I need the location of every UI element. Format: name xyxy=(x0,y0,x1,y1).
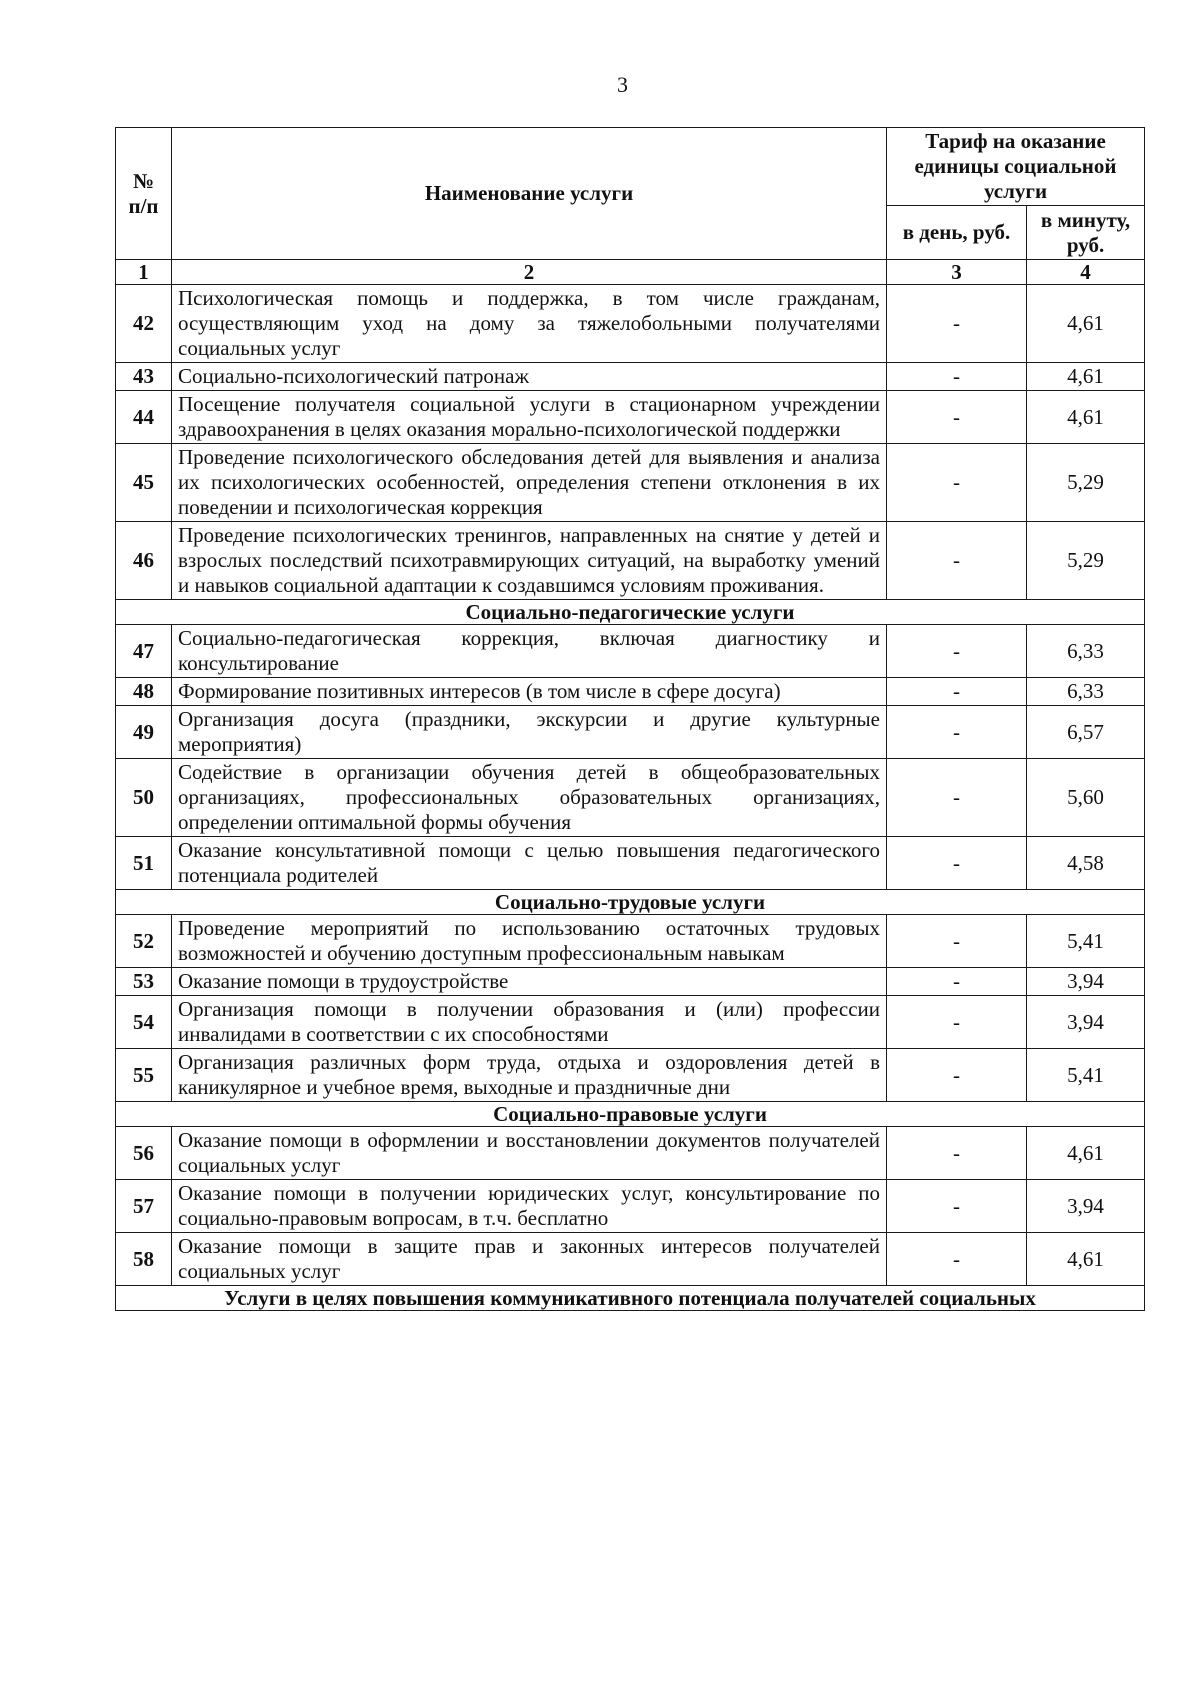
service-name: Содействие в организации обучения детей в общеобразовательных организациях, профессиональных образовательных организациях, определении оптимальной формы обучения xyxy=(172,759,887,837)
tariff-per-day: - xyxy=(887,444,1027,522)
tariff-per-day: - xyxy=(887,285,1027,363)
header-tariff: Тариф на оказание единицы социальной услуги xyxy=(887,128,1145,206)
service-name: Организация досуга (праздники, экскурсии и другие культурные мероприятия) xyxy=(172,706,887,759)
table-row xyxy=(116,968,1145,996)
table-row xyxy=(116,1049,1145,1102)
tariff-per-day: - xyxy=(887,706,1027,759)
tariff-per-day: - xyxy=(887,996,1027,1049)
page-number: 3 xyxy=(617,72,628,97)
service-name: Формирование позитивных интересов (в том числе в сфере досуга) xyxy=(172,678,887,706)
tariff-per-minute: 4,61 xyxy=(1027,363,1145,391)
tariff-per-day: - xyxy=(887,759,1027,837)
table-row xyxy=(116,1127,1145,1180)
tariff-per-minute: 4,61 xyxy=(1027,285,1145,363)
row-number: 43 xyxy=(116,363,172,391)
table-row xyxy=(116,706,1145,759)
tariff-per-day: - xyxy=(887,915,1027,968)
row-number: 50 xyxy=(116,759,172,837)
tariff-per-minute: 4,61 xyxy=(1027,391,1145,444)
row-number: 55 xyxy=(116,1049,172,1102)
table-row xyxy=(116,444,1145,522)
header-name: Наименование услуги xyxy=(172,128,887,260)
service-name: Проведение мероприятий по использованию остаточных трудовых возможностей и обучению доступным профессиональным навыкам xyxy=(172,915,887,968)
row-number: 45 xyxy=(116,444,172,522)
row-number: 49 xyxy=(116,706,172,759)
table-row xyxy=(116,678,1145,706)
tariff-per-minute: 4,61 xyxy=(1027,1127,1145,1180)
tariff-per-day: - xyxy=(887,1233,1027,1286)
service-name: Посещение получателя социальной услуги в стационарном учреждении здравоохранения в целях оказания морально-психологической поддержки xyxy=(172,391,887,444)
table-row xyxy=(116,625,1145,678)
row-number: 57 xyxy=(116,1180,172,1233)
header-per-minute: в минуту, руб. xyxy=(1027,206,1145,260)
tariff-per-minute: 6,33 xyxy=(1027,678,1145,706)
section-title: Социально-трудовые услуги xyxy=(116,890,1145,915)
section-header-row xyxy=(116,890,1145,915)
section-header-row xyxy=(116,600,1145,625)
service-name: Организация помощи в получении образования и (или) профессии инвалидами в соответствии с их способностями xyxy=(172,996,887,1049)
service-name: Оказание помощи в получении юридических услуг, консультирование по социально-правовым вопросам, в т.ч. бесплатно xyxy=(172,1180,887,1233)
section-title: Услуги в целях повышения коммуникативного потенциала получателей социальных xyxy=(116,1286,1145,1311)
column-number: 2 xyxy=(172,260,887,285)
column-number: 4 xyxy=(1027,260,1145,285)
service-name: Психологическая помощь и поддержка, в том числе гражданам, осуществляющим уход на дому за тяжелобольными получателями социальных услуг xyxy=(172,285,887,363)
service-name: Оказание помощи в защите прав и законных интересов получателей социальных услуг xyxy=(172,1233,887,1286)
table-row xyxy=(116,915,1145,968)
row-number: 58 xyxy=(116,1233,172,1286)
table-row xyxy=(116,391,1145,444)
header-per-day: в день, руб. xyxy=(887,206,1027,260)
tariff-per-minute: 4,61 xyxy=(1027,1233,1145,1286)
service-name: Организация различных форм труда, отдыха и оздоровления детей в каникулярное и учебное время, выходные и праздничные дни xyxy=(172,1049,887,1102)
service-name: Социально-психологический патронаж xyxy=(172,363,887,391)
table-row xyxy=(116,1180,1145,1233)
tariff-per-minute: 5,41 xyxy=(1027,915,1145,968)
tariff-per-day: - xyxy=(887,1127,1027,1180)
tariff-per-minute: 5,29 xyxy=(1027,444,1145,522)
section-title: Социально-педагогические услуги xyxy=(116,600,1145,625)
section-header-row xyxy=(116,1102,1145,1127)
tariff-per-minute: 5,29 xyxy=(1027,522,1145,600)
tariff-per-day: - xyxy=(887,522,1027,600)
row-number: 54 xyxy=(116,996,172,1049)
section-header-row xyxy=(116,1286,1145,1311)
table-row xyxy=(116,837,1145,890)
column-number: 3 xyxy=(887,260,1027,285)
table-row xyxy=(116,522,1145,600)
tariff-per-day: - xyxy=(887,391,1027,444)
table-row xyxy=(116,1233,1145,1286)
row-number: 53 xyxy=(116,968,172,996)
row-number: 44 xyxy=(116,391,172,444)
tariff-per-minute: 3,94 xyxy=(1027,1180,1145,1233)
table-row xyxy=(116,363,1145,391)
row-number: 48 xyxy=(116,678,172,706)
table-row xyxy=(116,759,1145,837)
table-body xyxy=(116,285,1145,1311)
tariff-per-minute: 5,60 xyxy=(1027,759,1145,837)
tariff-per-day: - xyxy=(887,363,1027,391)
tariff-per-day: - xyxy=(887,625,1027,678)
table-row xyxy=(116,996,1145,1049)
row-number: 56 xyxy=(116,1127,172,1180)
header-num: № п/п xyxy=(116,128,172,260)
tariff-per-minute: 3,94 xyxy=(1027,968,1145,996)
section-title: Социально-правовые услуги xyxy=(116,1102,1145,1127)
row-number: 42 xyxy=(116,285,172,363)
service-name: Проведение психологического обследования детей для выявления и анализа их психологических особенностей, определения степени отклонения в их поведении и психологическая коррекция xyxy=(172,444,887,522)
tariff-per-minute: 6,57 xyxy=(1027,706,1145,759)
tariff-per-minute: 4,58 xyxy=(1027,837,1145,890)
tariff-table xyxy=(115,127,1145,1311)
row-number: 47 xyxy=(116,625,172,678)
column-numbers-row xyxy=(116,260,1145,285)
tariff-per-minute: 6,33 xyxy=(1027,625,1145,678)
row-number: 51 xyxy=(116,837,172,890)
service-name: Оказание консультативной помощи с целью повышения педагогического потенциала родителей xyxy=(172,837,887,890)
column-number: 1 xyxy=(116,260,172,285)
table-header xyxy=(116,128,1145,285)
service-name: Проведение психологических тренингов, направленных на снятие у детей и взрослых последствий психотравмирующих ситуаций, на выработку умений и навыков социальной адаптации к создавшимся условиям проживания. xyxy=(172,522,887,600)
tariff-per-minute: 5,41 xyxy=(1027,1049,1145,1102)
tariff-per-day: - xyxy=(887,837,1027,890)
row-number: 46 xyxy=(116,522,172,600)
tariff-per-day: - xyxy=(887,1049,1027,1102)
service-name: Оказание помощи в трудоустройстве xyxy=(172,968,887,996)
service-name: Социально-педагогическая коррекция, включая диагностику и консультирование xyxy=(172,625,887,678)
service-name: Оказание помощи в оформлении и восстановлении документов получателей социальных услуг xyxy=(172,1127,887,1180)
table-row xyxy=(116,285,1145,363)
tariff-per-day: - xyxy=(887,678,1027,706)
row-number: 52 xyxy=(116,915,172,968)
tariff-per-day: - xyxy=(887,1180,1027,1233)
tariff-per-minute: 3,94 xyxy=(1027,996,1145,1049)
tariff-per-day: - xyxy=(887,968,1027,996)
